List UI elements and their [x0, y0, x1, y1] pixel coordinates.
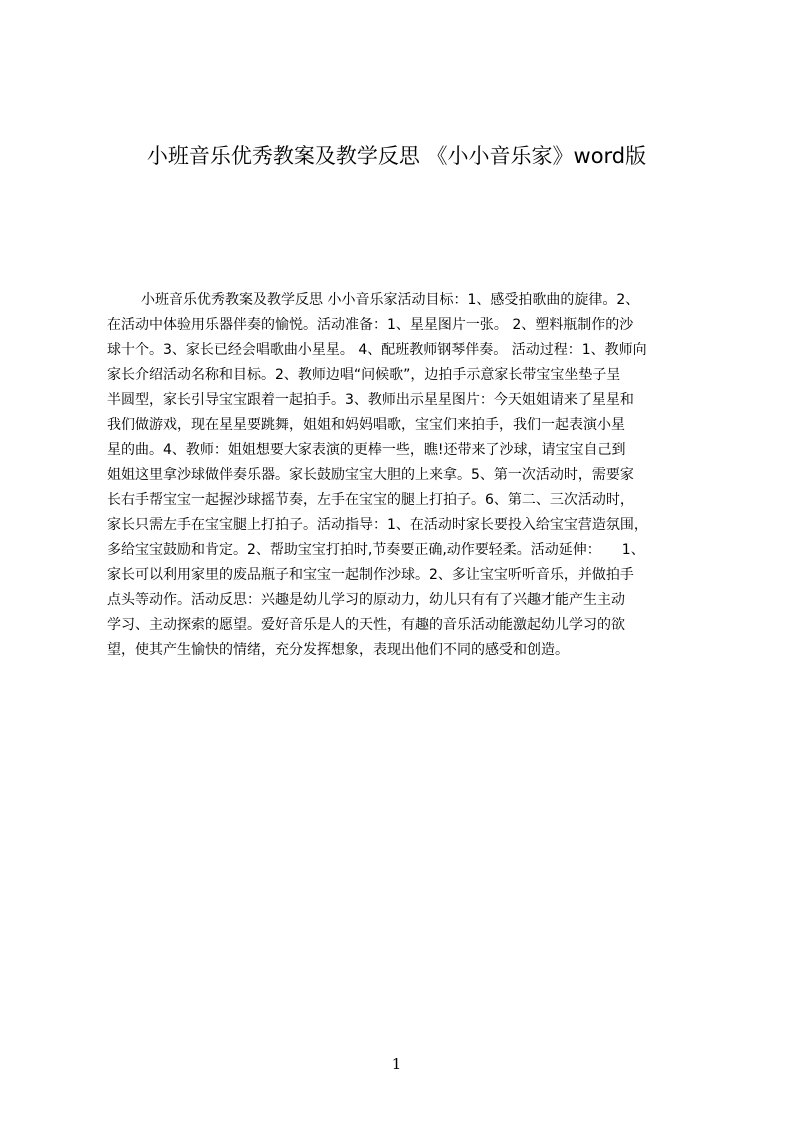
body-line: 学习、主动探索的愿望。爱好音乐是人的天性，有趣的音乐活动能激起幼儿学习的欲: [107, 617, 625, 633]
body-line: 家长介绍活动名称和目标。2、教师边唱“问候歌”，边拍手示意家长带宝宝坐垫子呈: [107, 367, 621, 383]
body-line: 我们做游戏，现在星星要跳舞，姐姐和妈妈唱歌，宝宝们来拍手，我们一起表演小星: [107, 417, 625, 433]
body-line: 望，使其产生愉快的情绪，充分发挥想象，表现出他们不同的感受和创造。: [107, 642, 569, 658]
body-line: 姐姐这里拿沙球做伴奏乐器。家长鼓励宝宝大胆的上来拿。5、第一次活动时，需要家: [107, 467, 634, 483]
body-line: 长右手帮宝宝一起握沙球摇节奏，左手在宝宝的腿上打拍子。6、第二、三次活动时，: [107, 492, 634, 508]
body-line: 点头等动作。活动反思：兴趣是幼儿学习的原动力，幼儿只有有了兴趣才能产生主动: [107, 592, 625, 608]
document-title: 小班音乐优秀教案及教学反思 《小小音乐家》word版: [146, 144, 647, 168]
body-line: 家长只需左手在宝宝腿上打拍子。活动指导：1、在活动时家长要投入给宝宝营造氛围，: [107, 517, 648, 533]
body-line: 小班音乐优秀教案及教学反思 小小音乐家活动目标：1、感受拍歌曲的旋律。2、: [141, 292, 640, 308]
body-line: 半圆型，家长引导宝宝跟着一起拍手。3、教师出示星星图片：今天姐姐请来了星星和: [107, 392, 634, 408]
body-line: 家长可以利用家里的废品瓶子和宝宝一起制作沙球。2、多让宝宝听听音乐，并做拍手: [107, 567, 634, 583]
page-number: 1: [391, 1055, 402, 1073]
body-line: 多给宝宝鼓励和肯定。2、帮助宝宝打拍时,节奏要正确,动作要轻柔。活动延伸： 1、: [107, 542, 645, 558]
body-line: 在活动中体验用乐器伴奏的愉悦。活动准备：1、星星图片一张。 2、塑料瓶制作的沙: [107, 317, 634, 333]
body-paragraph: [107, 288, 695, 688]
body-line: 球十个。3、家长已经会唱歌曲小星星。 4、配班教师钢琴伴奏。 活动过程：1、教师向: [107, 342, 647, 358]
body-line: 星的曲。4、教师：姐姐想要大家表演的更棒一些，瞧!还带来了沙球，请宝宝自己到: [107, 442, 626, 458]
